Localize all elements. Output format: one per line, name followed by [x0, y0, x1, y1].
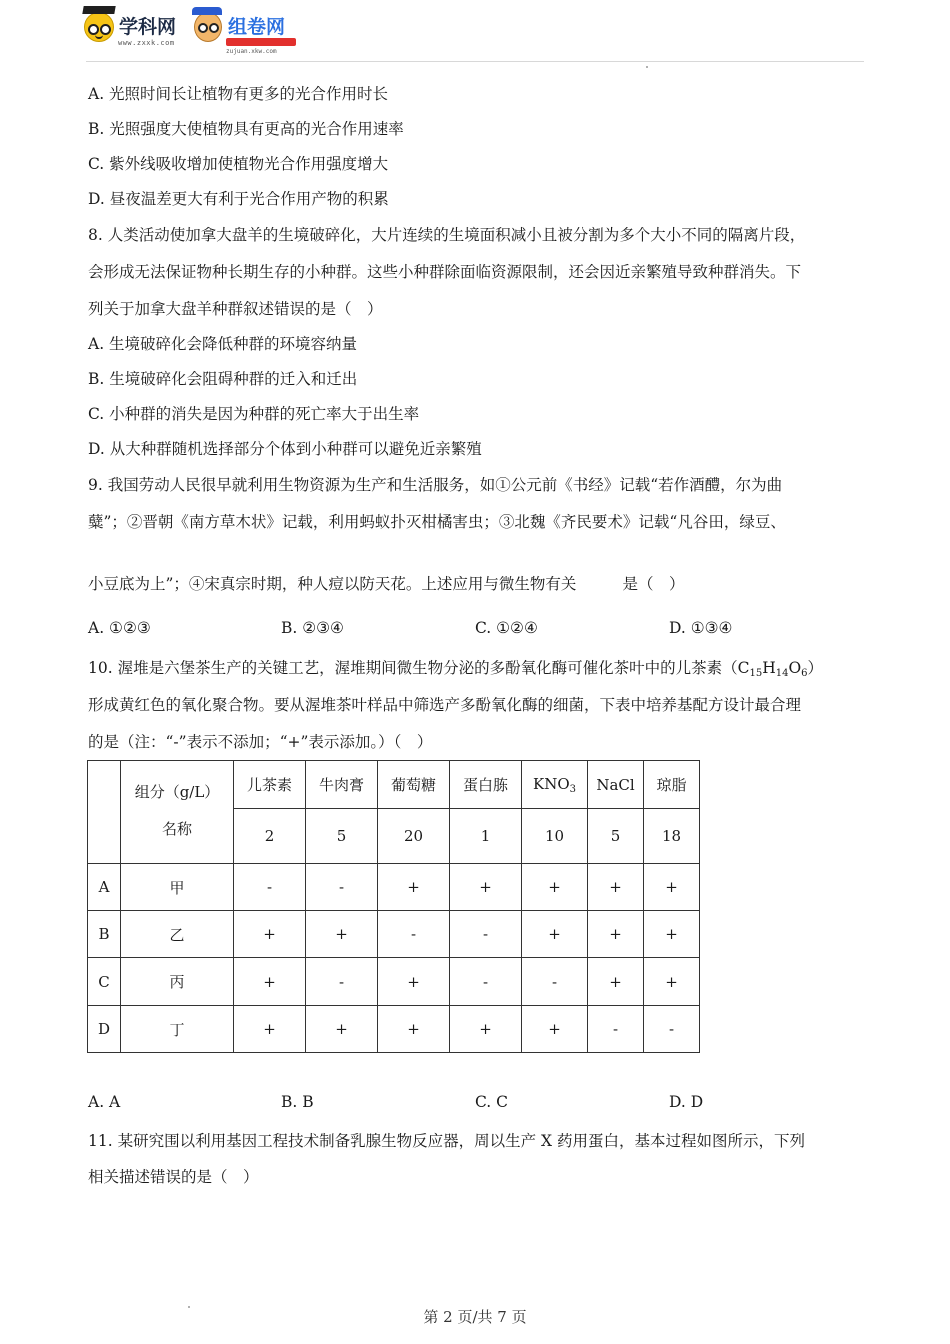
- col-header: 儿茶素: [234, 761, 306, 809]
- q8-option-c: C. 小种群的消失是因为种群的死亡率大于出生率: [88, 405, 420, 423]
- group-label: 组分（g/L）: [134, 783, 220, 801]
- q10-option-b: B. B: [281, 1093, 314, 1111]
- brand-left: [84, 12, 176, 42]
- formula-sub-c: 15: [749, 668, 763, 679]
- amount-cell: 20: [378, 809, 450, 864]
- col-header: 牛肉膏: [306, 761, 378, 809]
- q7-option-d: D. 昼夜温差更大有利于光合作用产物的积累: [88, 190, 389, 208]
- table-cell: +: [234, 1006, 306, 1053]
- table-cell: -: [378, 911, 450, 958]
- table-cell: -: [522, 958, 588, 1006]
- table-cell: +: [644, 864, 700, 911]
- amount-cell: 5: [588, 809, 644, 864]
- header-divider: [86, 61, 864, 62]
- formula-sub-h: 14: [775, 668, 789, 679]
- table-cell: +: [644, 958, 700, 1006]
- table-cell: -: [588, 1006, 644, 1053]
- table-cell: +: [522, 1006, 588, 1053]
- brand-right-name: 组卷网: [228, 16, 286, 38]
- table-cell: +: [378, 864, 450, 911]
- mascot-face-icon: [84, 12, 114, 42]
- kno-subscript: 3: [569, 783, 576, 795]
- table-header-row: [88, 761, 700, 809]
- table-cell: +: [306, 1006, 378, 1053]
- q9-stem-line-1: 9. 我国劳动人民很早就利用生物资源为生产和生活服务，如①公元前《书经》记载“若作酒醴，尔为曲: [88, 476, 783, 494]
- q10-option-a: A. A: [88, 1093, 121, 1111]
- table-row: [88, 864, 700, 911]
- col-header: NaCl: [588, 761, 644, 809]
- q8-stem-line-1: 8. 人类活动使加拿大盘羊的生境破碎化，大片连续的生境面积减小且被分割为多个大小不同的隔离片段，: [88, 226, 806, 244]
- q9-stem-line-3: [88, 572, 684, 594]
- table-cell: +: [234, 958, 306, 1006]
- table-cell: +: [644, 911, 700, 958]
- amount-cell: 2: [234, 809, 306, 864]
- q9-stem-line-3a: 小豆底为上”；④宋真宗时期，种人痘以防天花。上述应用与微生物有关: [88, 575, 577, 593]
- q10-stem-line-3: 的是（注：“-”表示不添加；“+”表示添加。）（ ）: [88, 733, 433, 751]
- brand-left-url: www.zxxk.com: [118, 39, 175, 47]
- table-cell: +: [522, 864, 588, 911]
- q8-option-a: A. 生境破碎化会降低种群的环境容纳量: [88, 335, 358, 353]
- q8-stem-line-3: 列关于加拿大盘羊种群叙述错误的是（ ）: [88, 300, 383, 318]
- table-cell: -: [450, 958, 522, 1006]
- col-header: 琼脂: [644, 761, 700, 809]
- q7-option-b: B. 光照强度大使植物具有更高的光合作用速率: [88, 120, 404, 138]
- row-name: 乙: [121, 911, 234, 958]
- mascot-boy-icon: [194, 12, 222, 42]
- q9-option-b: B. ②③④: [281, 619, 344, 637]
- row-id: A: [88, 864, 121, 911]
- header-logo: [84, 12, 314, 54]
- row-id: D: [88, 1006, 121, 1053]
- q9-option-c: C. ①②④: [475, 619, 538, 637]
- table-cell: -: [234, 864, 306, 911]
- q10-stem-pre: 10. 渥堆是六堡茶生产的关键工艺，渥堆期间微生物分泌的多酚氧化酶可催化茶叶中的儿茶素（C: [88, 659, 750, 677]
- table-cell: +: [588, 864, 644, 911]
- col-header: 蛋白胨: [450, 761, 522, 809]
- table-cell: +: [306, 911, 378, 958]
- table-cell: +: [522, 911, 588, 958]
- q7-option-a: A. 光照时间长让植物有更多的光合作用时长: [88, 85, 389, 103]
- q9-stem-line-3b: 是（ ）: [622, 575, 685, 593]
- q7-option-c: C. 紫外线吸收增加使植物光合作用强度增大: [88, 155, 389, 173]
- q10-stem-post: ）: [807, 659, 824, 677]
- page-number: 第 2 页/共 7 页: [423, 1308, 527, 1326]
- row-id: C: [88, 958, 121, 1006]
- q9-option-d: D. ①③④: [669, 619, 733, 637]
- table-corner-cell: [88, 761, 121, 864]
- brand-left-name: 学科网: [119, 16, 177, 38]
- table-cell: +: [378, 1006, 450, 1053]
- table-cell: +: [378, 958, 450, 1006]
- row-name: 丙: [121, 958, 234, 1006]
- q10-option-c: C. C: [475, 1093, 509, 1111]
- q10-option-d: D. D: [669, 1093, 704, 1111]
- table-cell: +: [588, 911, 644, 958]
- row-id: B: [88, 911, 121, 958]
- formula-h: H: [762, 659, 776, 677]
- row-name: 甲: [121, 864, 234, 911]
- table-cell: +: [450, 1006, 522, 1053]
- table-cell: +: [588, 958, 644, 1006]
- table-group-header: [121, 761, 234, 864]
- q8-option-b: B. 生境破碎化会阻碍种群的迁入和迁出: [88, 370, 358, 388]
- brand-right-banner: [226, 38, 296, 46]
- q11-stem-line-2: 相关描述错误的是（ ）: [88, 1168, 259, 1186]
- amount-cell: 1: [450, 809, 522, 864]
- brand-right-url: zujuan.xkw.com: [226, 48, 277, 55]
- table-cell: +: [450, 864, 522, 911]
- table-cell: -: [450, 911, 522, 958]
- q9-option-a: A. ①②③: [88, 619, 151, 637]
- q10-stem-line-2: 形成黄红色的氧化聚合物。要从渥堆茶叶样品中筛选产多酚氧化酶的细菌，下表中培养基配方设计最合理: [88, 696, 802, 714]
- amount-cell: 18: [644, 809, 700, 864]
- q8-option-d: D. 从大种群随机选择部分个体到小种群可以避免近亲繁殖: [88, 440, 482, 458]
- q10-stem-line-1: [88, 656, 823, 679]
- table-row: [88, 958, 700, 1006]
- q11-stem-line-1: 11. 某研究围以利用基因工程技术制备乳腺生物反应器，周以生产 X 药用蛋白，基本过程如图所示，下列: [88, 1132, 805, 1150]
- q8-stem-line-2: 会形成无法保证物种长期生存的小种群。这些小种群除面临资源限制，还会因近亲繁殖导致种群消失。下: [88, 263, 802, 281]
- table-cell: -: [306, 864, 378, 911]
- table-row: [88, 1006, 700, 1053]
- row-name: 丁: [121, 1006, 234, 1053]
- amount-cell: 5: [306, 809, 378, 864]
- q9-stem-line-2: 糵”；②晋朝《南方草木状》记载，利用蚂蚁扑灭柑橘害虫；③北魏《齐民要术》记载“凡谷田，绿豆、: [88, 513, 786, 531]
- col-header-kno3: [522, 761, 588, 809]
- table-cell: -: [644, 1006, 700, 1053]
- amount-cell: 10: [522, 809, 588, 864]
- kno-label: KNO: [532, 774, 570, 793]
- table-cell: -: [306, 958, 378, 1006]
- formula-o: O: [788, 659, 802, 677]
- header-dot: [646, 66, 648, 68]
- name-label: 名称: [161, 820, 192, 838]
- table-cell: +: [234, 911, 306, 958]
- formula-sub-o: 6: [801, 668, 808, 679]
- culture-medium-table: [87, 760, 700, 1053]
- col-header: 葡萄糖: [378, 761, 450, 809]
- table-row: [88, 911, 700, 958]
